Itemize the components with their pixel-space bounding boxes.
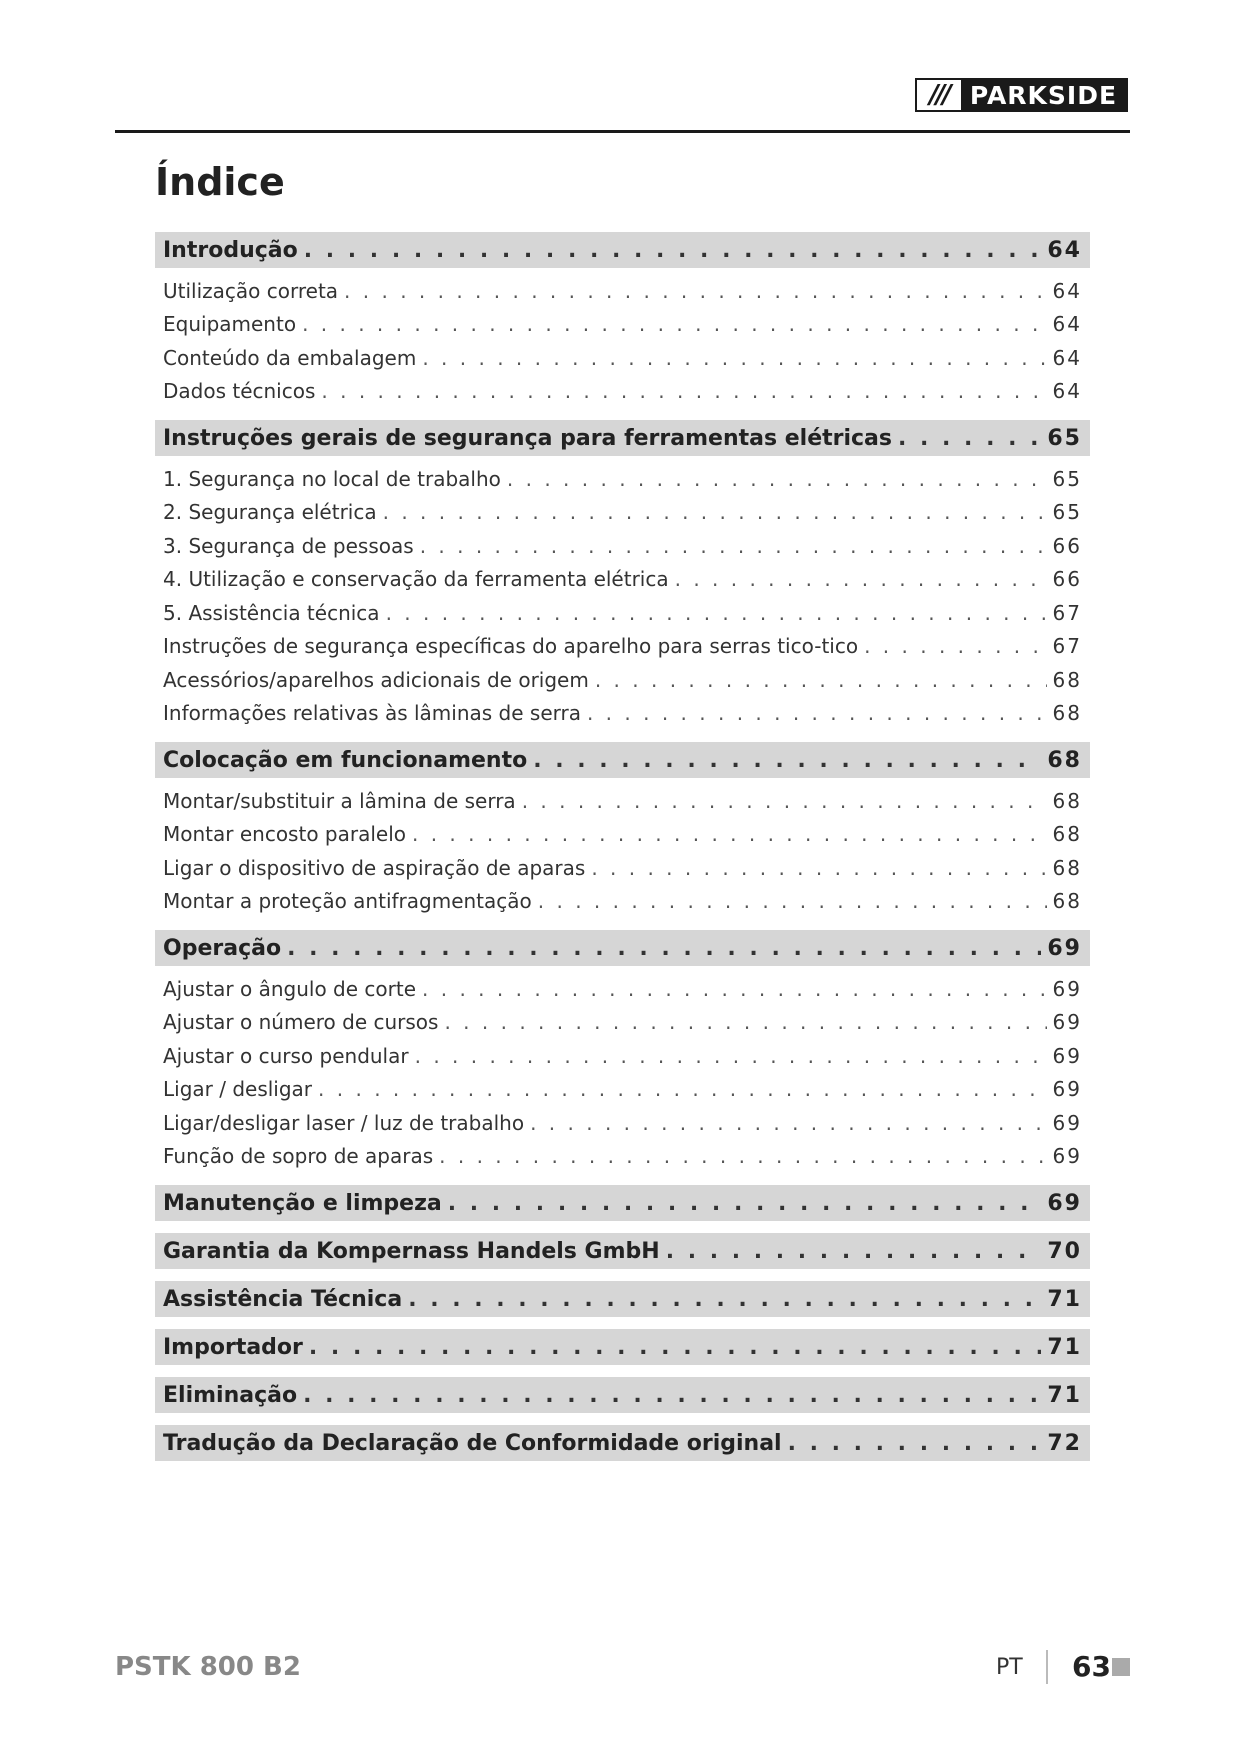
toc-entry-row[interactable]	[155, 784, 1090, 818]
toc-page-number: 68	[1052, 788, 1082, 813]
toc-entry-row[interactable]	[155, 496, 1090, 530]
toc-entry-row[interactable]	[155, 972, 1090, 1006]
toc-page-number: 71	[1047, 1334, 1082, 1360]
toc-label: Equipamento	[163, 312, 297, 337]
toc-entry-row[interactable]	[155, 274, 1090, 308]
toc-page-number: 70	[1047, 1238, 1082, 1264]
toc-label: Ligar o dispositivo de aspiração de aparas	[163, 855, 586, 880]
toc-leader-dots	[591, 856, 1046, 880]
toc-page-number: 69	[1047, 1190, 1082, 1216]
toc-leader-dots	[422, 977, 1047, 1001]
header-rule	[115, 130, 1130, 133]
toc-section-row[interactable]	[155, 1281, 1090, 1317]
toc-leader-dots	[287, 936, 1041, 961]
toc-entry-row[interactable]	[155, 1106, 1090, 1140]
toc-entry-row[interactable]	[155, 697, 1090, 731]
toc-leader-dots	[587, 701, 1047, 725]
toc-leader-dots	[439, 1144, 1046, 1168]
toc-leader-dots	[408, 1287, 1041, 1312]
toc-section-row[interactable]	[155, 742, 1090, 778]
toc-label: 2. Segurança elétrica	[163, 500, 377, 525]
toc-section-row[interactable]	[155, 1425, 1090, 1461]
toc-entry-row[interactable]	[155, 885, 1090, 919]
toc-label: Tradução da Declaração de Conformidade original	[163, 1430, 782, 1456]
toc-entry-row[interactable]	[155, 1039, 1090, 1073]
parkside-logo	[915, 78, 1128, 112]
toc-leader-dots	[318, 1077, 1047, 1101]
toc-leader-dots	[666, 1239, 1042, 1264]
toc-label: Dados técnicos	[163, 379, 316, 404]
toc-entry-row[interactable]	[155, 529, 1090, 563]
logo-slashes: ///	[917, 80, 961, 110]
toc-section-row[interactable]	[155, 1185, 1090, 1221]
toc-leader-dots	[304, 238, 1042, 263]
toc-leader-dots	[538, 889, 1047, 913]
toc-leader-dots	[864, 634, 1046, 658]
toc-entry-row[interactable]	[155, 818, 1090, 852]
toc-entry-row[interactable]	[155, 851, 1090, 885]
toc-label: Eliminação	[163, 1382, 298, 1408]
toc-section-row[interactable]	[155, 420, 1090, 456]
toc-leader-dots	[788, 1431, 1042, 1456]
toc-page-number: 66	[1052, 533, 1082, 558]
toc-label: 4. Utilização e conservação da ferramenta elétrica	[163, 567, 669, 592]
toc-leader-dots	[507, 467, 1047, 491]
toc-page-number: 68	[1052, 701, 1082, 726]
toc-leader-dots	[444, 1010, 1046, 1034]
toc-leader-dots	[344, 279, 1047, 303]
toc-label: Operação	[163, 935, 282, 961]
footer-language: PT	[996, 1655, 1023, 1680]
toc-label: Ajustar o curso pendular	[163, 1043, 409, 1068]
footer-square-marker	[1112, 1658, 1130, 1676]
toc-section-row[interactable]	[155, 1329, 1090, 1365]
toc-leader-dots	[412, 822, 1047, 846]
toc-label: Manutenção e limpeza	[163, 1190, 442, 1216]
toc-page-number: 68	[1052, 667, 1082, 692]
toc-label: Ajustar o número de cursos	[163, 1010, 439, 1035]
toc-page-number: 67	[1052, 600, 1082, 625]
toc-leader-dots	[415, 1044, 1047, 1068]
toc-leader-dots	[383, 500, 1047, 524]
toc-section-row[interactable]	[155, 930, 1090, 966]
toc-page-number: 67	[1052, 634, 1082, 659]
toc-section-row[interactable]	[155, 1377, 1090, 1413]
toc-entry-row[interactable]	[155, 341, 1090, 375]
toc-label: Acessórios/aparelhos adicionais de origem	[163, 667, 589, 692]
toc-page-number: 68	[1047, 747, 1082, 773]
logo-text: PARKSIDE	[969, 80, 1118, 110]
toc-entry-row[interactable]	[155, 375, 1090, 409]
toc-label: Instruções gerais de segurança para ferramentas elétricas	[163, 425, 892, 451]
toc-page-number: 69	[1052, 1043, 1082, 1068]
toc-leader-dots	[309, 1335, 1041, 1360]
toc-page-number: 69	[1052, 1110, 1082, 1135]
toc-label: Montar encosto paralelo	[163, 822, 406, 847]
table-of-contents	[155, 232, 1090, 1461]
toc-leader-dots	[533, 748, 1041, 773]
toc-leader-dots	[321, 379, 1046, 403]
toc-page-number: 69	[1052, 976, 1082, 1001]
toc-page-number: 72	[1047, 1430, 1082, 1456]
toc-label: Função de sopro de aparas	[163, 1144, 434, 1169]
toc-page-number: 64	[1052, 345, 1082, 370]
toc-leader-dots	[522, 789, 1047, 813]
toc-label: Utilização correta	[163, 278, 339, 303]
page-title: Índice	[155, 160, 285, 204]
toc-label: 1. Segurança no local de trabalho	[163, 466, 501, 491]
toc-entry-row[interactable]	[155, 1140, 1090, 1174]
toc-page-number: 64	[1047, 237, 1082, 263]
toc-label: Ajustar o ângulo de corte	[163, 976, 417, 1001]
toc-label: Montar/substituir a lâmina de serra	[163, 788, 516, 813]
toc-page-number: 69	[1052, 1010, 1082, 1035]
footer-page-number: 63	[1072, 1650, 1111, 1683]
toc-label: Instruções de segurança específicas do aparelho para serras tico-tico	[163, 634, 859, 659]
toc-label: Montar a proteção antifragmentação	[163, 889, 532, 914]
toc-page-number: 65	[1052, 466, 1082, 491]
toc-entry-row[interactable]	[155, 630, 1090, 664]
toc-leader-dots	[898, 426, 1041, 451]
toc-label: 3. Segurança de pessoas	[163, 533, 414, 558]
toc-page-number: 65	[1052, 500, 1082, 525]
toc-label: Introdução	[163, 237, 298, 263]
toc-label: Informações relativas às lâminas de serra	[163, 701, 581, 726]
toc-label: Assistência Técnica	[163, 1286, 403, 1312]
toc-label: Importador	[163, 1334, 303, 1360]
toc-page-number: 69	[1047, 935, 1082, 961]
toc-label: Ligar / desligar	[163, 1077, 313, 1102]
toc-leader-dots	[595, 668, 1047, 692]
toc-section-row[interactable]	[155, 1233, 1090, 1269]
toc-entry-row[interactable]	[155, 596, 1090, 630]
toc-leader-dots	[420, 534, 1047, 558]
toc-entry-row[interactable]	[155, 563, 1090, 597]
toc-leader-dots	[302, 312, 1046, 336]
toc-label: Colocação em funcionamento	[163, 747, 528, 773]
toc-leader-dots	[530, 1111, 1046, 1135]
toc-label: 5. Assistência técnica	[163, 600, 380, 625]
toc-entry-row[interactable]	[155, 663, 1090, 697]
toc-page-number: 71	[1047, 1382, 1082, 1408]
toc-page-number: 68	[1052, 889, 1082, 914]
toc-leader-dots	[422, 346, 1046, 370]
toc-page-number: 68	[1052, 822, 1082, 847]
toc-page-number: 66	[1052, 567, 1082, 592]
toc-leader-dots	[675, 567, 1047, 591]
toc-leader-dots	[386, 601, 1047, 625]
toc-page-number: 64	[1052, 379, 1082, 404]
footer-divider	[1046, 1650, 1048, 1684]
toc-leader-dots	[448, 1191, 1042, 1216]
toc-page-number: 68	[1052, 855, 1082, 880]
footer-model: PSTK 800 B2	[115, 1652, 301, 1682]
toc-page-number: 69	[1052, 1077, 1082, 1102]
toc-leader-dots	[303, 1383, 1041, 1408]
toc-page-number: 64	[1052, 278, 1082, 303]
toc-entry-row[interactable]	[155, 1006, 1090, 1040]
toc-entry-row[interactable]	[155, 308, 1090, 342]
toc-section-row[interactable]	[155, 232, 1090, 268]
toc-entry-row[interactable]	[155, 1073, 1090, 1107]
toc-entry-row[interactable]	[155, 462, 1090, 496]
toc-label: Garantia da Kompernass Handels GmbH	[163, 1238, 660, 1264]
toc-page-number: 69	[1052, 1144, 1082, 1169]
toc-page-number: 65	[1047, 425, 1082, 451]
toc-label: Ligar/desligar laser / luz de trabalho	[163, 1110, 525, 1135]
toc-page-number: 64	[1052, 312, 1082, 337]
toc-label: Conteúdo da embalagem	[163, 345, 417, 370]
toc-page-number: 71	[1047, 1286, 1082, 1312]
